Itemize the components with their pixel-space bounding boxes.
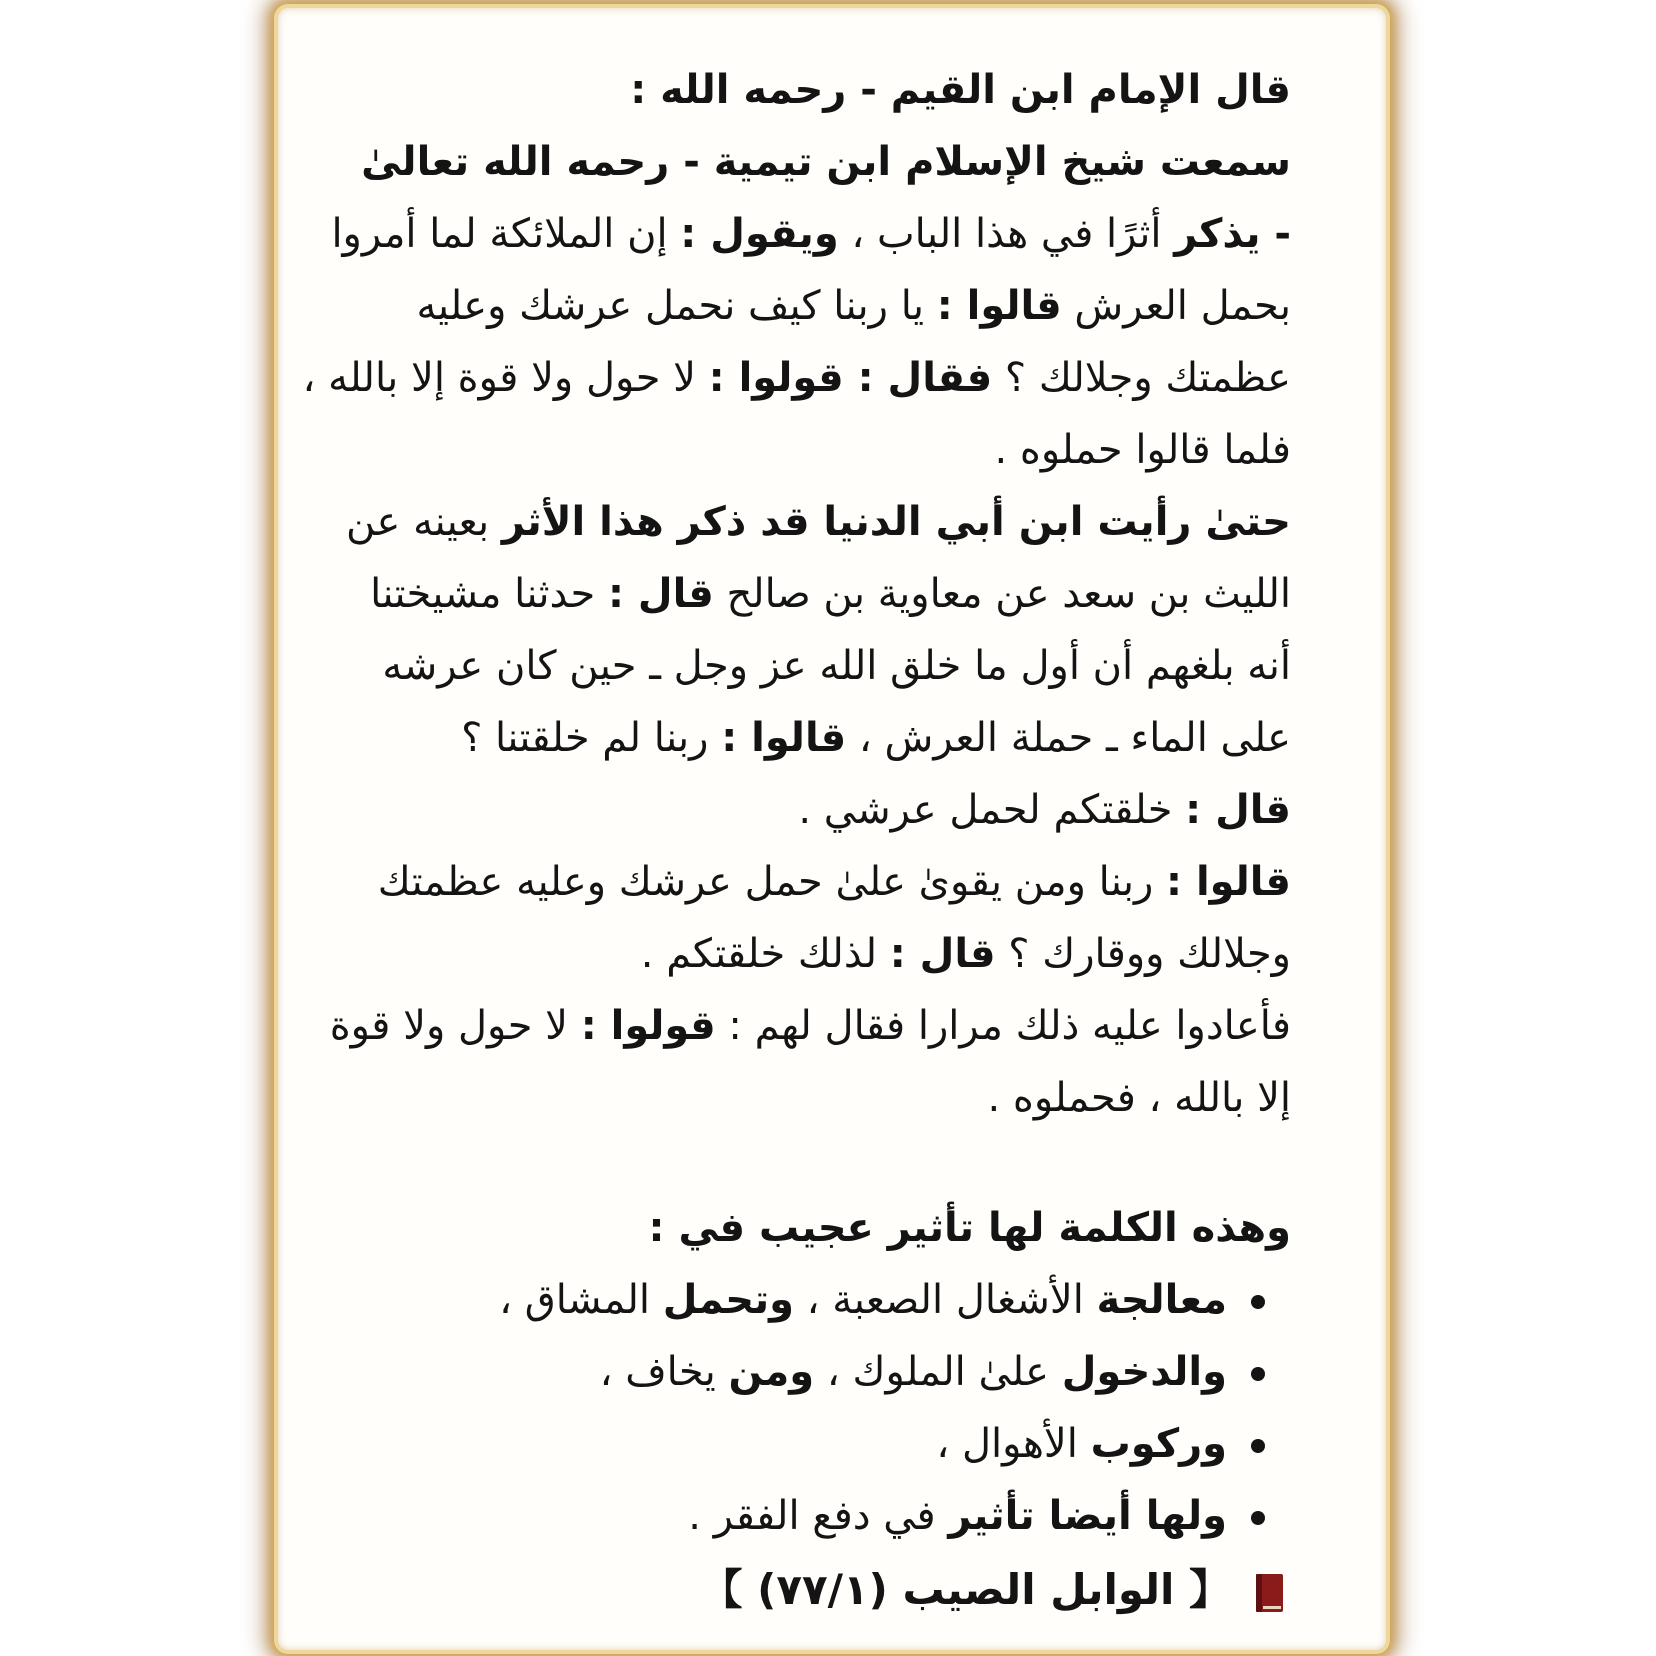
bullet-1-d: المشاق ، xyxy=(499,1277,663,1323)
bullet-1-c: وتحمل xyxy=(662,1277,794,1323)
line-14-a: فأعادوا عليه ذلك مرارا فقال لهم : xyxy=(715,1003,1291,1049)
line-5-b: فقال : قولوا : xyxy=(708,355,993,401)
line-4-c: يا ربنا كيف نحمل عرشك وعليه xyxy=(416,283,937,329)
line-4-a: بحمل العرش xyxy=(1061,283,1291,329)
bullet-dot-icon xyxy=(1251,1295,1265,1309)
line-10 xyxy=(361,702,1291,774)
line-9: أنه بلغهم أن أول ما خلق الله عز وجل ـ حين كان عرشه xyxy=(382,643,1291,689)
line-10-a: على الماء ـ حملة العرش ، xyxy=(846,715,1291,761)
line-8-c: حدثنا مشيختنا xyxy=(370,571,608,617)
line-13 xyxy=(361,918,1291,990)
bullet-2-a: والدخول xyxy=(1061,1349,1227,1395)
line-13-a: وجلالك ووقارك ؟ xyxy=(995,931,1291,977)
bullet-2-c: ومن xyxy=(728,1349,815,1395)
line-16: وهذه الكلمة لها تأثير عجيب في : xyxy=(648,1205,1291,1251)
line-6: فلما قالوا حملوه . xyxy=(994,427,1291,473)
line-5-a: عظمتك وجلالك ؟ xyxy=(992,355,1291,401)
line-7-a: حتىٰ رأيت ابن أبي الدنيا قد ذكر هذا الأثر xyxy=(501,499,1291,545)
line-12 xyxy=(361,846,1291,918)
line-11-a: قال : xyxy=(1185,787,1291,833)
line-14-b: قولوا : xyxy=(580,1003,716,1049)
line-4 xyxy=(361,270,1291,342)
spacer xyxy=(361,1134,1291,1192)
bullet-dot-icon xyxy=(1251,1439,1265,1453)
line-3 xyxy=(331,198,1291,270)
bullet-item xyxy=(361,1408,1291,1480)
line-7-b: بعينه عن xyxy=(346,499,502,545)
line-15: إلا بالله ، فحملوه . xyxy=(987,1075,1291,1121)
line-12-b: ربنا ومن يقوىٰ علىٰ حمل عرشك وعليه عظمتك xyxy=(377,859,1167,905)
line-12-a: قالوا : xyxy=(1166,859,1291,905)
page-frame xyxy=(278,8,1386,1650)
bullet-4-a: ولها أيضا تأثير xyxy=(948,1493,1227,1539)
source-citation xyxy=(361,1552,1291,1628)
line-4-b: قالوا : xyxy=(936,283,1062,329)
line-11-b: خلقتكم لحمل عرشي . xyxy=(798,787,1186,833)
line-3-b: أثرًا في هذا الباب ، xyxy=(838,211,1175,257)
line-14-c: لا حول ولا قوة xyxy=(329,1003,581,1049)
book-icon xyxy=(1253,1572,1285,1614)
bullet-1-a: معالجة xyxy=(1096,1277,1227,1323)
line-8 xyxy=(361,558,1291,630)
bullet-dot-icon xyxy=(1251,1511,1265,1525)
line-14 xyxy=(329,990,1291,1062)
line-3-c: ويقول : xyxy=(680,211,839,257)
bullet-dot-icon xyxy=(1251,1367,1265,1381)
line-5-c: لا حول ولا قوة إلا بالله ، xyxy=(302,355,709,401)
bullet-2-b: علىٰ الملوك ، xyxy=(814,1349,1062,1395)
bullet-2-d: يخاف ، xyxy=(599,1349,729,1395)
bullet-item xyxy=(361,1264,1291,1336)
line-3-a: - يذكر xyxy=(1174,211,1291,257)
bullet-3-a: وركوب xyxy=(1090,1421,1227,1467)
line-2: سمعت شيخ الإسلام ابن تيمية - رحمه الله تعالىٰ xyxy=(361,139,1291,185)
line-13-b: قال : xyxy=(889,931,996,977)
quote-text xyxy=(302,54,1291,1628)
line-10-c: ربنا لم خلقتنا ؟ xyxy=(461,715,722,761)
line-8-a: الليث بن سعد عن معاوية بن صالح xyxy=(713,571,1291,617)
line-5 xyxy=(302,342,1291,414)
line-7 xyxy=(346,486,1291,558)
line-1: قال الإمام ابن القيم - رحمه الله : xyxy=(630,67,1291,113)
bullet-3-b: الأهوال ، xyxy=(936,1421,1091,1467)
line-13-c: لذلك خلقتكم . xyxy=(640,931,890,977)
bullet-4-b: في دفع الفقر . xyxy=(688,1493,949,1539)
line-3-d: إن الملائكة لما أمروا xyxy=(331,211,681,257)
bullet-1-b: الأشغال الصعبة ، xyxy=(793,1277,1097,1323)
source-text: 【 الوابل الصيب (٧٧/١) 】 xyxy=(700,1565,1231,1614)
bullet-item xyxy=(361,1480,1291,1552)
line-8-b: قال : xyxy=(608,571,714,617)
bullet-item xyxy=(361,1336,1291,1408)
line-11 xyxy=(361,774,1291,846)
line-10-b: قالوا : xyxy=(721,715,847,761)
